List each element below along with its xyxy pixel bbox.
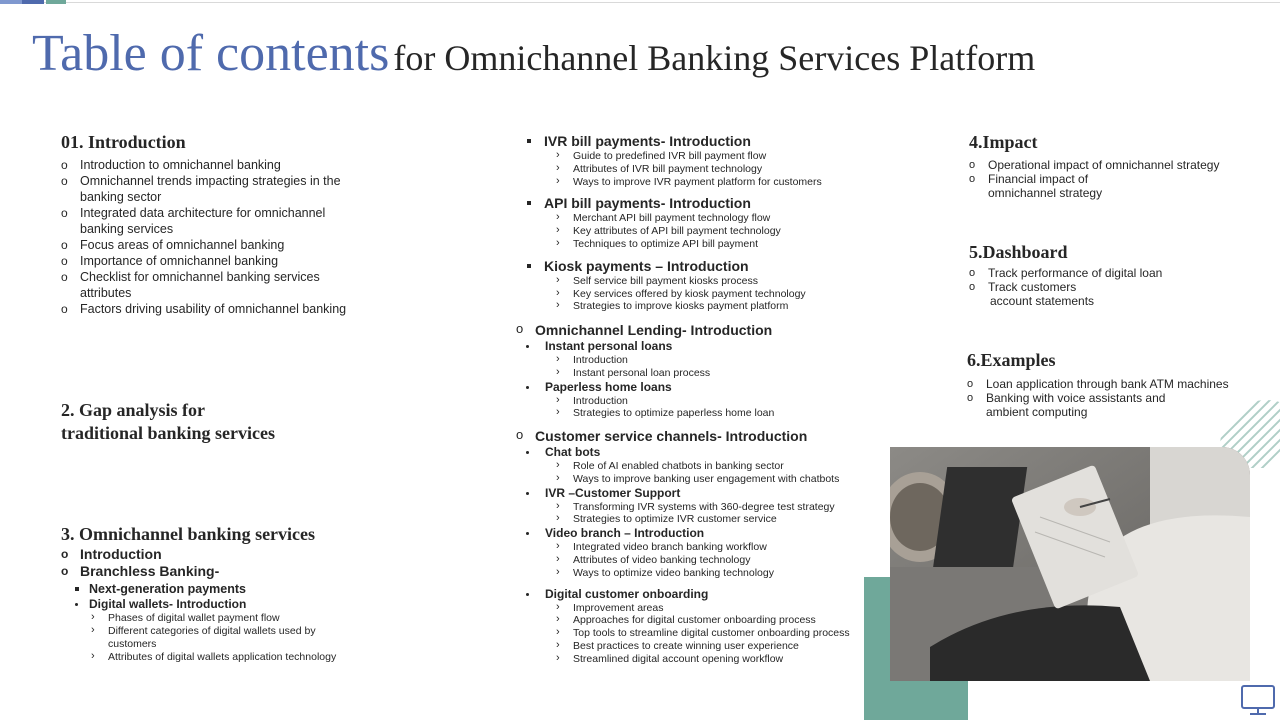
top-divider xyxy=(0,2,1280,3)
list-item: › Different categories of digital wallets used by customers xyxy=(61,625,361,651)
list-item: o Factors driving usability of omnichannel banking xyxy=(61,301,371,317)
title-sub: for Omnichannel Banking Services Platform xyxy=(393,38,1036,78)
list-item: › Key attributes of API bill payment technology xyxy=(525,225,865,238)
section-introduction-title: 01. Introduction xyxy=(61,132,186,152)
list-item: › Approaches for digital customer onboarding process xyxy=(525,614,866,627)
list-item: o Integrated data architecture for omnichannel banking services xyxy=(61,205,371,237)
list-item: › Strategies to optimize IVR customer service xyxy=(525,513,866,526)
list-item: › Phases of digital wallet payment flow xyxy=(61,612,361,625)
middle-column xyxy=(525,132,865,313)
list-item: › Key services offered by kiosk payment technology xyxy=(525,288,865,301)
section-examples-title: 6.Examples xyxy=(967,350,1056,370)
service-channels-block xyxy=(516,427,866,666)
list-item: › Instant personal loan process xyxy=(525,367,866,380)
section-gap-analysis-line1: 2. Gap analysis for xyxy=(61,400,206,420)
api-bill-payments-heading: API bill payments- Introduction xyxy=(525,194,865,212)
list-item: › Transforming IVR systems with 360-degree test strategy xyxy=(525,501,866,514)
lending-block xyxy=(516,321,866,420)
list-item-line: o Financial impact of xyxy=(988,172,1089,186)
list-item: o Introduction to omnichannel banking xyxy=(61,157,371,173)
impact-list xyxy=(969,158,1249,200)
list-item-introduction: o Introduction xyxy=(61,546,381,563)
list-item: o Focus areas of omnichannel banking xyxy=(61,237,371,253)
list-item: › Ways to optimize video banking technology xyxy=(525,567,866,580)
introduction-list xyxy=(61,157,371,317)
list-item: › Ways to improve IVR payment platform for customers xyxy=(525,176,865,189)
list-item: › Role of AI enabled chatbots in banking sector xyxy=(525,460,866,473)
list-item-line: o Track customers xyxy=(988,280,1077,294)
next-gen-payments: Next-generation payments xyxy=(61,582,381,597)
list-item: › Attributes of video banking technology xyxy=(525,554,866,567)
list-item: › Merchant API bill payment technology flow xyxy=(525,212,865,225)
list-item: › Self service bill payment kiosks process xyxy=(525,275,865,288)
list-item: › Techniques to optimize API bill payment xyxy=(525,238,865,251)
list-item: › Improvement areas xyxy=(525,602,866,615)
ivr-customer-support-heading: IVR –Customer Support xyxy=(516,486,866,501)
kiosk-payments-heading: Kiosk payments – Introduction xyxy=(525,257,865,275)
list-item: › Attributes of digital wallets application technology xyxy=(61,651,361,664)
digital-onboarding-heading: Digital customer onboarding xyxy=(516,587,866,602)
accent-tab-blue xyxy=(22,0,44,4)
list-item: › Introduction xyxy=(525,395,866,408)
list-item xyxy=(969,172,1249,200)
title-main: Table of contents xyxy=(32,25,390,82)
list-item-line: omnichannel strategy xyxy=(988,186,1103,200)
list-item: o Track performance of digital loan xyxy=(969,266,1249,280)
list-item: o Loan application through bank ATM machines xyxy=(967,377,1257,391)
list-item xyxy=(969,280,1249,308)
section-impact-title: 4.Impact xyxy=(969,132,1038,152)
list-item: › Ways to improve banking user engagement with chatbots xyxy=(525,473,866,486)
list-item: › Attributes of IVR bill payment technology xyxy=(525,163,865,176)
notebook-photo xyxy=(890,447,1250,681)
list-item: o Omnichannel trends impacting strategies in the banking sector xyxy=(61,173,371,205)
list-item: › Top tools to streamline digital customer onboarding process xyxy=(525,627,866,640)
list-item: › Strategies to improve kiosks payment platform xyxy=(525,300,865,313)
list-item-branchless: o Branchless Banking- xyxy=(61,563,381,580)
list-item-line: o Banking with voice assistants and xyxy=(986,391,1166,405)
chat-bots-heading: Chat bots xyxy=(516,445,866,460)
list-item: › Integrated video branch banking workflow xyxy=(525,541,866,554)
list-item-line: account statements xyxy=(990,294,1095,308)
instant-personal-loans-heading: Instant personal loans xyxy=(516,339,866,354)
section-gap-analysis-title xyxy=(61,399,275,445)
video-branch-heading: Video branch – Introduction xyxy=(516,526,866,541)
omnichannel-lending-heading: o Omnichannel Lending- Introduction xyxy=(516,321,866,339)
list-item: › Streamlined digital account opening workflow xyxy=(525,653,866,666)
section-gap-analysis-line2: traditional banking services xyxy=(61,423,276,443)
list-item: › Guide to predefined IVR bill payment flow xyxy=(525,150,865,163)
customer-service-channels-heading: o Customer service channels- Introduction xyxy=(516,427,866,445)
dashboard-list xyxy=(969,266,1249,308)
notebook-photo-illustration xyxy=(890,447,1250,681)
page-title xyxy=(32,24,1035,83)
list-item: o Checklist for omnichannel banking services attributes xyxy=(61,269,371,301)
list-item: › Introduction xyxy=(525,354,866,367)
omnichannel-services-list xyxy=(61,546,381,664)
list-item: › Strategies to optimize paperless home loan xyxy=(525,407,866,420)
accent-tab-light-blue xyxy=(0,0,22,4)
accent-tab-green xyxy=(46,0,66,4)
ivr-bill-payments-heading: IVR bill payments- Introduction xyxy=(525,132,865,150)
paperless-home-loans-heading: Paperless home loans xyxy=(516,380,866,395)
list-item: o Importance of omnichannel banking xyxy=(61,253,371,269)
list-item: › Best practices to create winning user experience xyxy=(525,640,866,653)
digital-wallets-heading: Digital wallets- Introduction xyxy=(61,597,381,612)
section-omnichannel-services-title: 3. Omnichannel banking services xyxy=(61,524,316,544)
monitor-icon xyxy=(1240,684,1276,716)
section-dashboard-title: 5.Dashboard xyxy=(969,242,1068,262)
list-item-line: ambient computing xyxy=(986,405,1088,419)
list-item: o Operational impact of omnichannel strategy xyxy=(969,158,1249,172)
